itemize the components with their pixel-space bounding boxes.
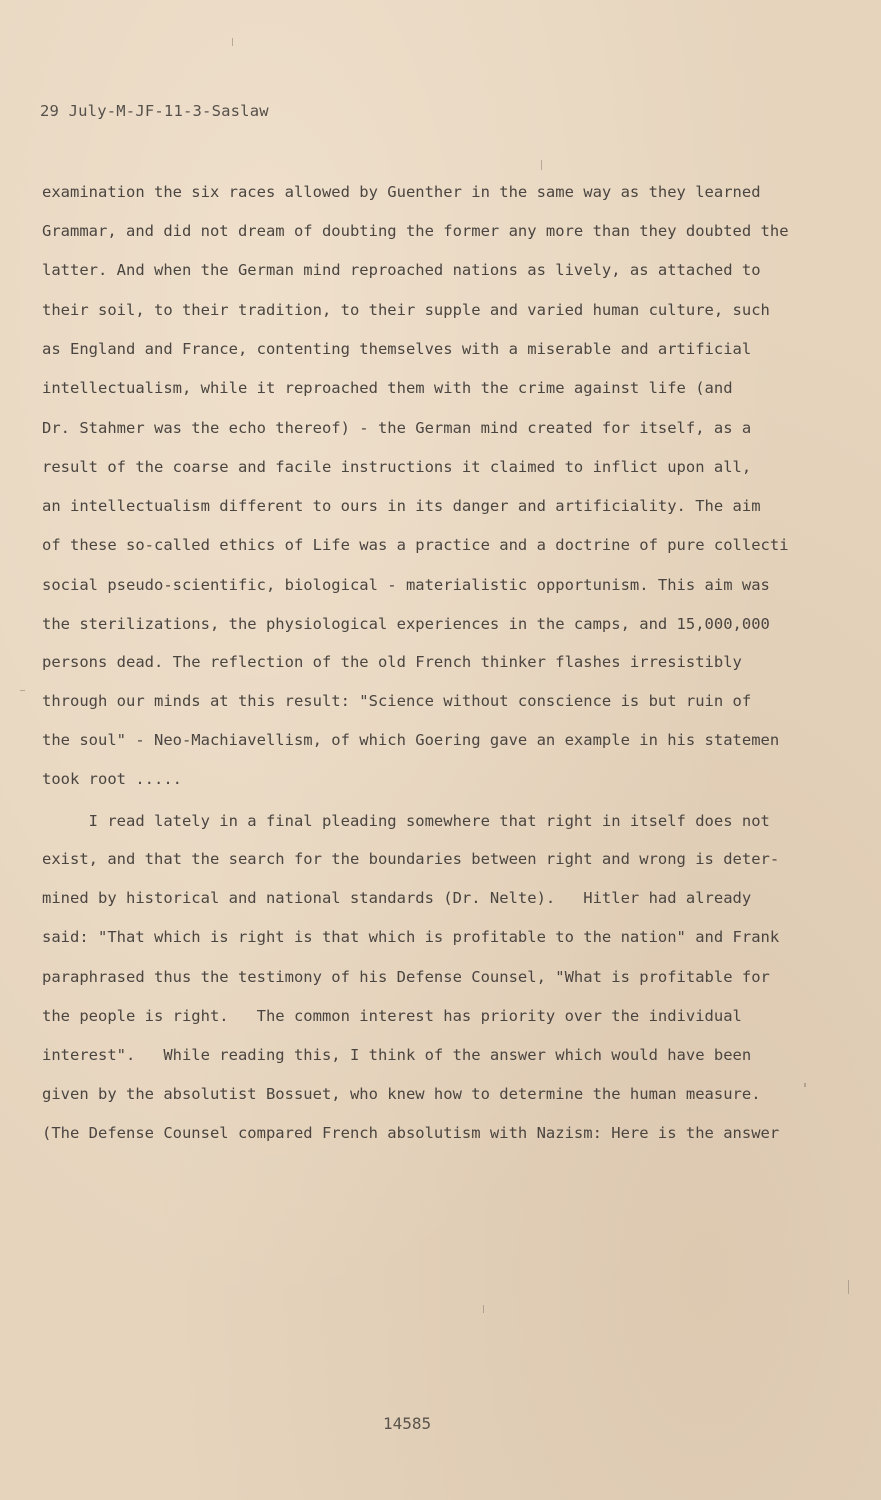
text-line: I read lately in a final pleading somewhere that right in itself does not: [42, 812, 770, 830]
text-line: latter. And when the German mind reproached nations as lively, as attached to: [42, 261, 761, 279]
text-line: as England and France, contenting themselves with a miserable and artificial: [42, 340, 752, 358]
text-line: result of the coarse and facile instructions it claimed to inflict upon all,: [42, 458, 752, 476]
paper-mark: [232, 38, 233, 46]
paper-mark: [20, 690, 25, 691]
text-line: through our minds at this result: "Science without conscience is but ruin of: [42, 692, 752, 710]
text-line: of these so-called ethics of Life was a practice and a doctrine of pure collecti: [42, 536, 789, 554]
text-line: persons dead. The reflection of the old French thinker flashes irresistibly: [42, 653, 742, 671]
text-line: the people is right. The common interest has priority over the individual: [42, 1007, 742, 1025]
paper-mark: [804, 1083, 806, 1087]
text-line: mined by historical and national standards (Dr. Nelte). Hitler had already: [42, 889, 752, 907]
paper-mark: [541, 160, 542, 170]
text-line: social pseudo-scientific, biological - materialistic opportunism. This aim was: [42, 576, 770, 594]
text-line: Dr. Stahmer was the echo thereof) - the German mind created for itself, as a: [42, 419, 752, 437]
text-line: the sterilizations, the physiological experiences in the camps, and 15,000,000: [42, 615, 770, 633]
text-line: took root .....: [42, 770, 182, 788]
text-line: Grammar, and did not dream of doubting the former any more than they doubted the: [42, 222, 789, 240]
text-line: (The Defense Counsel compared French absolutism with Nazism: Here is the answer: [42, 1124, 780, 1142]
text-line: intellectualism, while it reproached them with the crime against life (and: [42, 379, 733, 397]
text-line: examination the six races allowed by Guenther in the same way as they learned: [42, 183, 761, 201]
text-line: said: "That which is right is that which is profitable to the nation" and Frank: [42, 928, 780, 946]
text-line: the soul" - Neo-Machiavellism, of which Goering gave an example in his statemen: [42, 731, 780, 749]
text-line: given by the absolutist Bossuet, who knew how to determine the human measure.: [42, 1085, 761, 1103]
text-line: their soil, to their tradition, to their supple and varied human culture, such: [42, 301, 770, 319]
paper-mark: [848, 1280, 849, 1294]
text-line: interest". While reading this, I think of the answer which would have been: [42, 1046, 752, 1064]
document-header: 29 July-M-JF-11-3-Saslaw: [40, 102, 269, 120]
text-line: an intellectualism different to ours in its danger and artificiality. The aim: [42, 497, 761, 515]
paper-mark: [483, 1305, 484, 1313]
page-number: 14585: [383, 1414, 432, 1433]
text-line: paraphrased thus the testimony of his Defense Counsel, "What is profitable for: [42, 968, 770, 986]
text-line: exist, and that the search for the boundaries between right and wrong is deter-: [42, 850, 780, 868]
